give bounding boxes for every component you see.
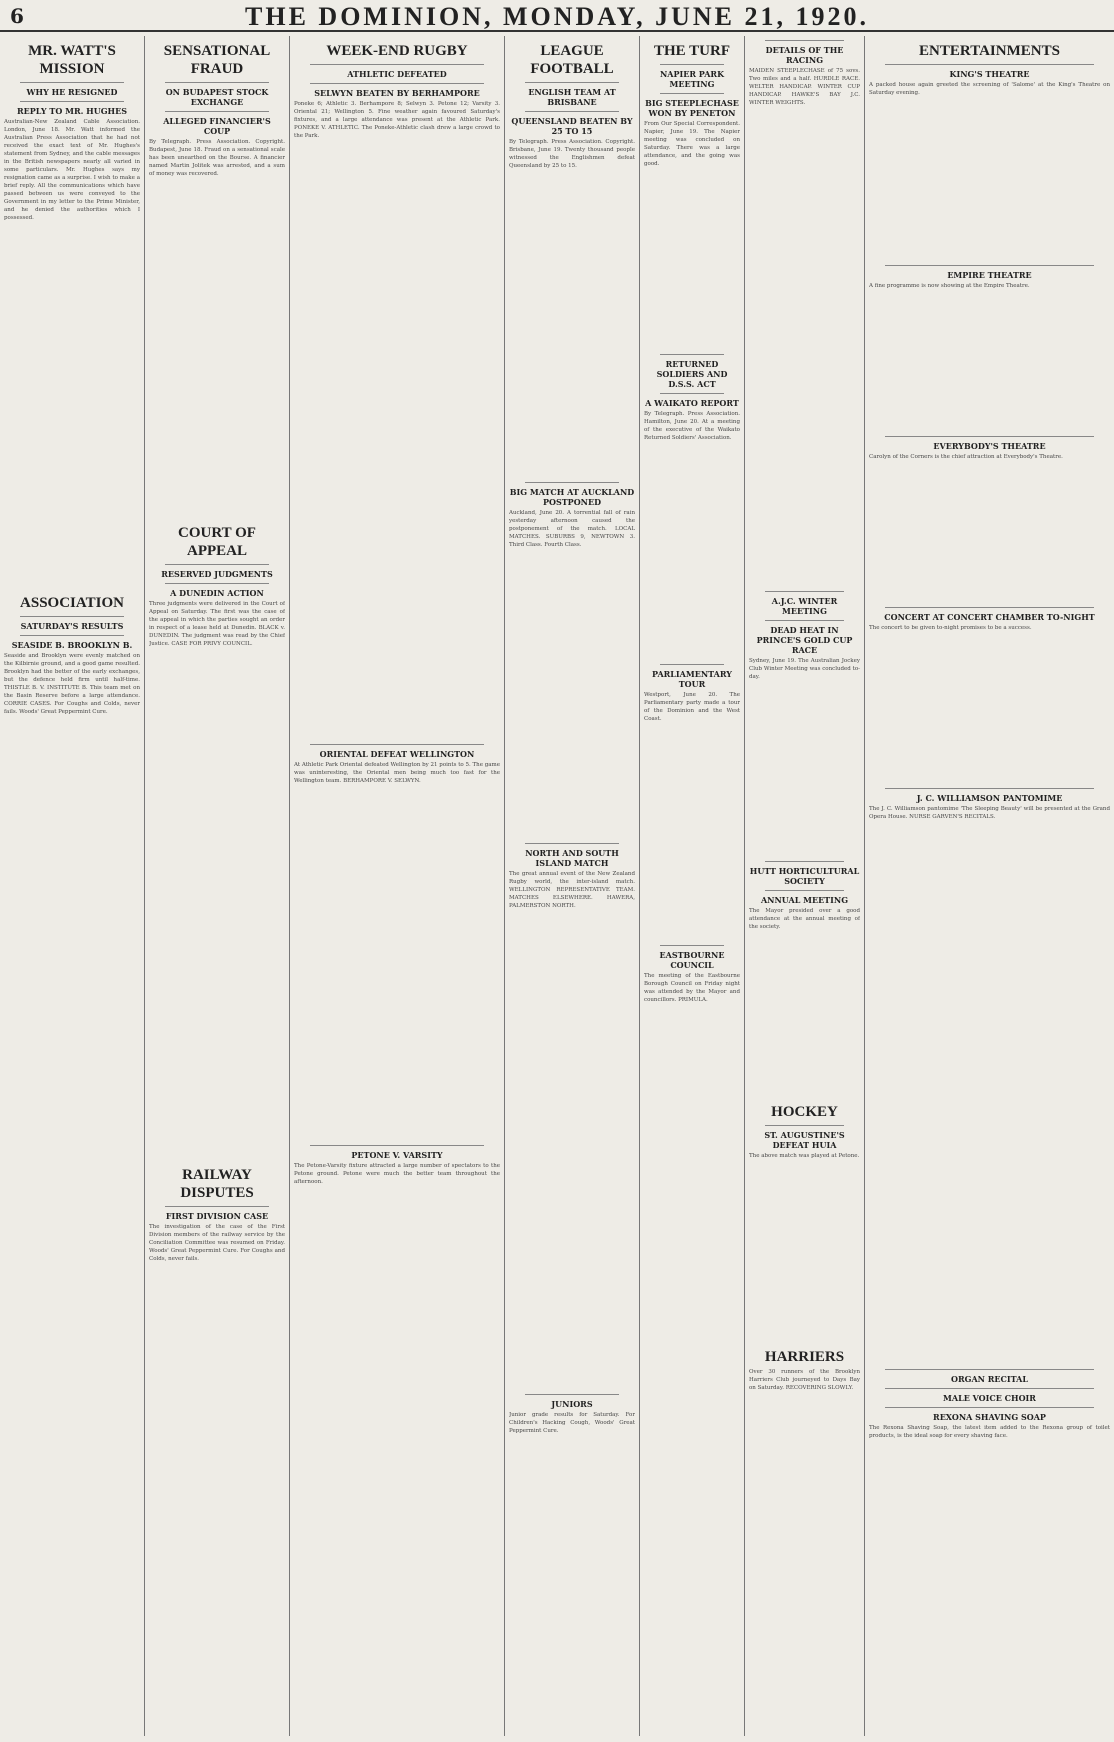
article-body: By Telegraph. Press Association. Copyright. Brisbane, June 19. Twenty thousand people witnessed the Englishmen defeat Queensland by 25 to 15. [509,139,635,169]
divider [310,64,484,65]
article-subheadline: FIRST DIVISION CASE [165,1211,269,1221]
divider [765,591,844,592]
article-subheadline: A DUNEDIN ACTION [170,588,264,598]
article-headline: MR. WATT'S MISSION [28,43,116,77]
divider [885,1369,1094,1370]
article-body: From Our Special Correspondent. Napier, June 19. The Napier meeting was concluded on Saturday. There was a large attendance, and the going was good. [644,121,740,167]
article [644,354,740,660]
article-subheadline: ATHLETIC DEFEATED [347,69,447,79]
article-subheadline: SATURDAY'S RESULTS [20,621,124,631]
divider [660,64,724,65]
article-body: Westport, June 20. The Parliamentary party made a tour of the Dominion and the West Coast. [644,692,740,722]
column-1 [0,36,145,1736]
article-subheadline: DETAILS OF THE RACING [765,45,844,65]
divider [885,1388,1094,1389]
article-body: By Telegraph. Press Association. Hamilton, June 20. At a meeting of the executive of the Waikato Returned Soldiers' Association. [644,411,740,441]
divider [525,482,619,483]
article-subheadline: DEAD HEAT IN PRINCE'S GOLD CUP RACE [756,625,853,655]
article-subheadline: JUNIORS [551,1399,593,1409]
divider [885,436,1094,437]
column-4 [505,36,640,1736]
article-body: By Telegraph. Press Association. Copyright. Budapest, June 18. Fraud on a sensational scale has been unearthed on the Bourse. A financier named Martin Jolitek was arrested, and a sum of money was recovered. [149,139,285,177]
article [4,42,140,588]
divider [885,788,1094,789]
article-subheadline: CONCERT AT CONCERT CHAMBER TO-NIGHT [884,612,1095,622]
article-subheadline: KING'S THEATRE [949,69,1030,79]
column-2 [145,36,290,1736]
newspaper-title: THE DOMINION, MONDAY, JUNE 21, 1920. [245,2,869,31]
article-headline: LEAGUE FOOTBALL [530,43,614,77]
article [294,1145,500,1642]
article [869,436,1110,603]
divider [765,620,844,621]
article [869,788,1110,1365]
article-body: A fine programme is now showing at the Empire Theatre. [869,283,1030,289]
divider [310,1145,484,1146]
article-subheadline: SELWYN BEATEN BY BERHAMPORE [314,88,480,98]
article-subheadline: REXONA SHAVING SOAP [933,1412,1046,1422]
article [749,1103,860,1342]
article-subheadline: EASTBOURNE COUNCIL [659,950,725,970]
divider [660,945,724,946]
article-headline: ENTERTAINMENTS [919,43,1060,59]
column-7 [865,36,1114,1736]
divider [20,82,124,83]
divider [885,64,1094,65]
article [509,1394,635,1571]
article-body: A packed house again greeted the screening of 'Salome' at the King's Theatre on Saturday evening. [869,82,1110,96]
article [869,42,1110,261]
article-subheadline: MALE VOICE CHOIR [943,1393,1036,1403]
divider [165,1206,269,1207]
article-body: Seaside and Brooklyn were evenly matched on the Kilbirnie ground, and a good game resulted. Brooklyn had the better of the early exchanges, but the defence held firm until half-time. THISTLE B. V. INSTITUTE B. This team met on the Basin Reserve before a large attendance. CORRIE CASES. For Coughs and Colds, never fails. Woods' Great Peppermint Cure. [4,653,140,715]
article-body: The investigation of the case of the First Division members of the railway service by the Conciliation Committee was resumed on Friday. Woods' Great Peppermint Cure. For Coughs and Colds, never fails. [149,1224,285,1262]
divider [165,564,269,565]
divider [20,616,124,617]
article [749,861,860,1097]
divider [525,843,619,844]
divider [20,101,124,102]
divider [20,635,124,636]
article-subheadline: ON BUDAPEST STOCK EXCHANGE [165,87,269,107]
article-subheadline: PARLIAMENTARY TOUR [652,669,732,689]
article-body: MAIDEN STEEPLECHASE of 75 sovs. Two miles and a half. HURDLE RACE. WELTER HANDICAP. WINTER CUP HANDICAP. HAWKE'S BAY J.C. WINTER WEIGHTS. [749,68,860,106]
article [294,744,500,1141]
divider [885,607,1094,608]
divider [165,583,269,584]
article-body: The Mayor presided over a good attendance at the annual meeting of the society. [749,908,860,930]
article-subheadline: J. C. WILLIAMSON PANTOMIME [916,793,1063,803]
divider [525,1394,619,1395]
article-headline: RAILWAY DISPUTES [180,1167,254,1201]
masthead [0,0,1114,32]
article-body: The meeting of the Eastbourne Borough Council on Friday night was attended by the Mayor and councillors. PRIMULA. [644,973,740,1003]
article-subheadline: ALLEGED FINANCIER'S COUP [163,116,271,136]
divider [660,393,724,394]
article-subheadline: BIG MATCH AT AUCKLAND POSTPONED [509,487,635,507]
article-body: Sydney, June 19. The Australian Jockey Club Winter Meeting was concluded to-day. [749,658,860,680]
article-body: Three judgments were delivered in the Court of Appeal on Saturday. The first was the case of the appeal in which the parties sought an order in respect of a lease held at Dunedin. BLACK v. DUNEDIN. The judgment was read by the Chief Justice. CASE FOR PRIVY COUNCIL. [149,601,285,647]
divider [660,354,724,355]
article-subheadline: EMPIRE THEATRE [947,270,1032,280]
article-subheadline: PETONE V. VARSITY [351,1150,443,1160]
article [869,1369,1110,1624]
article [509,42,635,478]
divider [765,890,844,891]
article [294,42,500,740]
article [644,664,740,941]
article [644,945,740,1452]
article-body: Poneke 6; Athletic 3. Berhampore 8; Selwyn 3. Petone 12; Varsity 3. Oriental 21; Wellington 5. Fine weather again favoured Saturday's fixtures, and a large attendance was present at the Athletic Park. PONEKE V. ATHLETIC. The Poneke-Athletic clash drew a large crowd to the Park. [294,101,500,139]
article-body: The concert to be given to-night promises to be a success. [869,625,1032,631]
divider [525,82,619,83]
article [509,482,635,839]
article [749,40,860,587]
article-headline: HARRIERS [764,1349,845,1365]
divider [660,93,724,94]
divider [765,1125,844,1126]
divider [165,82,269,83]
article-subheadline: ENGLISH TEAM AT BRISBANE [528,87,616,107]
article [749,1348,860,1618]
article-subheadline: ORGAN RECITAL [951,1374,1028,1384]
column-3 [290,36,505,1736]
article-body: Carolyn of the Corners is the chief attraction at Everybody's Theatre. [869,454,1063,460]
article-subheadline: ORIENTAL DEFEAT WELLINGTON [319,749,475,759]
article-subheadline: EVERYBODY'S THEATRE [933,441,1046,451]
article [869,265,1110,432]
divider [660,664,724,665]
divider [165,111,269,112]
article-subheadline: QUEENSLAND BEATEN BY 25 TO 15 [511,116,633,136]
article [149,1166,285,1643]
divider [525,111,619,112]
article-subheadline: SEASIDE B. BROOKLYN B. [11,640,133,650]
article-subheadline: RESERVED JUDGMENTS [161,569,273,579]
article-subheadline: NAPIER PARK MEETING [659,69,725,89]
article-body: At Athletic Park Oriental defeated Wellington by 21 points to 5. The game was uninteresting, the Oriental men being much too fast for the Wellington team. BERHAMPORE V. SELWYN. [294,762,500,784]
article-subheadline: A WAIKATO REPORT [645,398,739,408]
article-subheadline: REPLY TO MR. HUGHES [17,106,127,116]
article [149,524,285,1160]
article-headline: HOCKEY [771,1104,838,1120]
article-headline: ASSOCIATION [20,595,124,611]
article-body: The Rexona Shaving Soap, the latest item added to the Rexona group of toilet products, is the ideal soap for every shaving face. [869,1425,1110,1439]
column-5 [640,36,745,1736]
article-body: The Petone-Varsity fixture attracted a large number of spectators to the Petone ground. Petone were much the better team throughout the afternoon. [294,1163,500,1185]
article-subheadline: A.J.C. WINTER MEETING [771,596,838,616]
divider [310,744,484,745]
article [4,594,140,1652]
article-subheadline: ANNUAL MEETING [760,895,849,905]
page-number: 6 [10,4,24,28]
article-subheadline: ST. AUGUSTINE'S DEFEAT HUIA [764,1130,845,1150]
article [509,843,635,1390]
article-body: The above match was played at Petone. [749,1153,860,1159]
divider [765,40,844,41]
article [149,42,285,518]
article-subheadline: HUTT HORTICULTURAL SOCIETY [749,866,860,886]
article-body: Auckland, June 20. A torrential fall of rain yesterday afternoon caused the postponement of the match. LOCAL MATCHES. SUBURBS 9, NEWTOWN 3. Third Class. Fourth Class. [509,510,635,548]
article-body: Australian-New Zealand Cable Association. London, June 18. Mr. Watt informed the Australian Press Association that he had not received the exact text of Mr. Hughes's statement from Sydney, and the cable messages in the British newspapers nearly all varied in some particulars. Mr. Hughes says my resignation came as a surprise. I wish to make a brief reply. All the communications which have passed between us were conveyed to the Government in my letter to the Prime Minister, and he denied the authorities which I possessed. [4,119,140,221]
divider [885,1407,1094,1408]
article [749,591,860,857]
column-6 [745,36,865,1736]
article-body: The J. C. Williamson pantomime 'The Sleeping Beauty' will be presented at the Grand Opera House. NURSE GARVEN'S RECITALS. [869,806,1110,820]
article-body: Junior grade results for Saturday. For Children's Hacking Cough, Woods' Great Peppermint Cure. [509,1412,635,1434]
divider [885,265,1094,266]
article-headline: THE TURF [654,43,730,59]
article-subheadline: WHY HE RESIGNED [26,87,118,97]
article-headline: SENSATIONAL FRAUD [163,43,271,77]
article-headline: COURT OF APPEAL [178,525,256,559]
article-subheadline: BIG STEEPLECHASE WON BY PENETON [645,98,739,118]
article-body: Over 30 runners of the Brooklyn Harriers Club journeyed to Days Bay on Saturday. RECOVERING SLOWLY. [749,1369,860,1391]
article-headline: WEEK-END RUGBY [326,43,468,59]
article-subheadline: NORTH AND SOUTH ISLAND MATCH [525,848,619,868]
article-body: The great annual event of the New Zealand Rugby world, the inter-island match. WELLINGTON REPRESENTATIVE TEAM. MATCHES ELSEWHERE. HAWERA, PALMERSTON NORTH. [509,871,635,909]
article [869,607,1110,784]
article [644,42,740,350]
divider [765,861,844,862]
article-subheadline: RETURNED SOLDIERS AND D.S.S. ACT [656,359,728,389]
divider [310,83,484,84]
